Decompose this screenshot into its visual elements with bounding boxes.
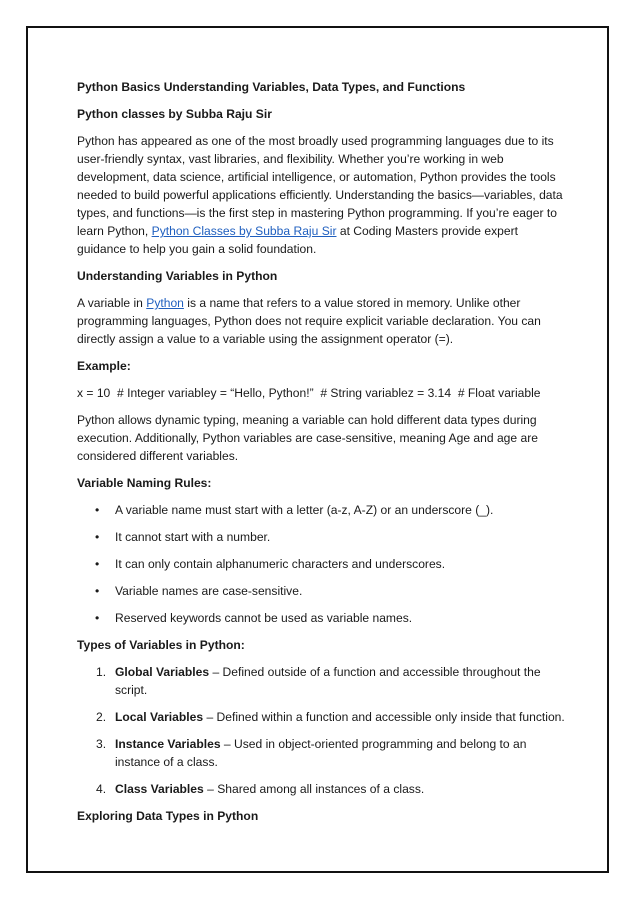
python-link[interactable]: Python (146, 296, 184, 310)
document-title: Python Basics Understanding Variables, Data Types, and Functions (77, 80, 466, 94)
variable-types-heading: Types of Variables in Python: (77, 638, 245, 652)
example-label: Example: (77, 359, 131, 373)
list-item-term: Class Variables (115, 782, 204, 796)
bullet-icon: • (95, 530, 100, 544)
list-item (77, 501, 567, 519)
list-item (77, 663, 567, 699)
document-body (77, 78, 567, 834)
bullet-icon: • (95, 557, 100, 571)
list-item-desc: – Defined within a function and accessible only inside that function. (203, 710, 565, 724)
list-item-desc: – Used in object-oriented programming and belong to an instance of a class. (115, 737, 527, 769)
list-item (77, 735, 567, 771)
data-types-heading: Exploring Data Types in Python (77, 809, 259, 823)
list-item-text: Variable names are case-sensitive. (115, 584, 303, 598)
list-item-text: Reserved keywords cannot be used as variable names. (115, 611, 413, 625)
intro-paragraph (77, 132, 567, 258)
list-item-desc: – Defined outside of a function and accessible throughout the script. (115, 665, 541, 697)
variables-heading: Understanding Variables in Python (77, 269, 278, 283)
list-number: 3. (96, 737, 107, 751)
list-item-term: Global Variables (115, 665, 210, 679)
list-item (77, 555, 567, 573)
list-item (77, 780, 567, 798)
python-classes-link[interactable]: Python Classes by Subba Raju Sir (151, 224, 337, 238)
variables-text-start: A variable in (77, 296, 147, 310)
list-number: 4. (96, 782, 107, 796)
list-item (77, 582, 567, 600)
intro-text-end: at Coding Masters provide expert guidance to help you gain a solid foundation. (77, 224, 518, 256)
variables-paragraph (77, 294, 567, 348)
example-code: x = 10 # Integer variabley = “Hello, Python!” # String variablez = 3.14 # Float variable (77, 386, 541, 400)
list-item-text: It can only contain alphanumeric characters and underscores. (115, 557, 446, 571)
naming-rules-list (77, 501, 567, 627)
bullet-icon: • (95, 611, 100, 625)
list-item (77, 708, 567, 726)
dynamic-typing-paragraph: Python allows dynamic typing, meaning a variable can hold different data types during execution. Additionally, Python variables are case-sensitive, meaning Age and age are considered different variables. (77, 413, 538, 463)
list-item (77, 609, 567, 627)
list-item-text: It cannot start with a number. (115, 530, 271, 544)
list-item-text: A variable name must start with a letter (a-z, A-Z) or an underscore (_). (115, 503, 494, 517)
list-item-desc: – Shared among all instances of a class. (203, 782, 425, 796)
variables-text-end: is a name that refers to a value stored in memory. Unlike other programming languages, Python does not require explicit variable declaration. You can directly assign a value to a variable using the assignment operator (=). (77, 296, 541, 346)
list-number: 1. (96, 665, 107, 679)
intro-text-start: Python has appeared as one of the most broadly used programming languages due to its user-friendly syntax, vast libraries, and flexibility. Whether you’re working in web development, data science, artificial intelligence, or automation, Python provides the tools needed to build powerful applications efficiently. Understanding the basics—variables, data types, and functions—is the first step in mastering Python programming. If you’re eager to learn Python, (77, 134, 563, 238)
bullet-icon: • (95, 503, 100, 517)
naming-rules-heading: Variable Naming Rules: (77, 476, 212, 490)
bullet-icon: • (95, 584, 100, 598)
variable-types-list (77, 663, 567, 798)
list-item-term: Instance Variables (115, 737, 221, 751)
list-number: 2. (96, 710, 107, 724)
document-subtitle: Python classes by Subba Raju Sir (77, 107, 272, 121)
list-item (77, 528, 567, 546)
list-item-term: Local Variables (115, 710, 204, 724)
